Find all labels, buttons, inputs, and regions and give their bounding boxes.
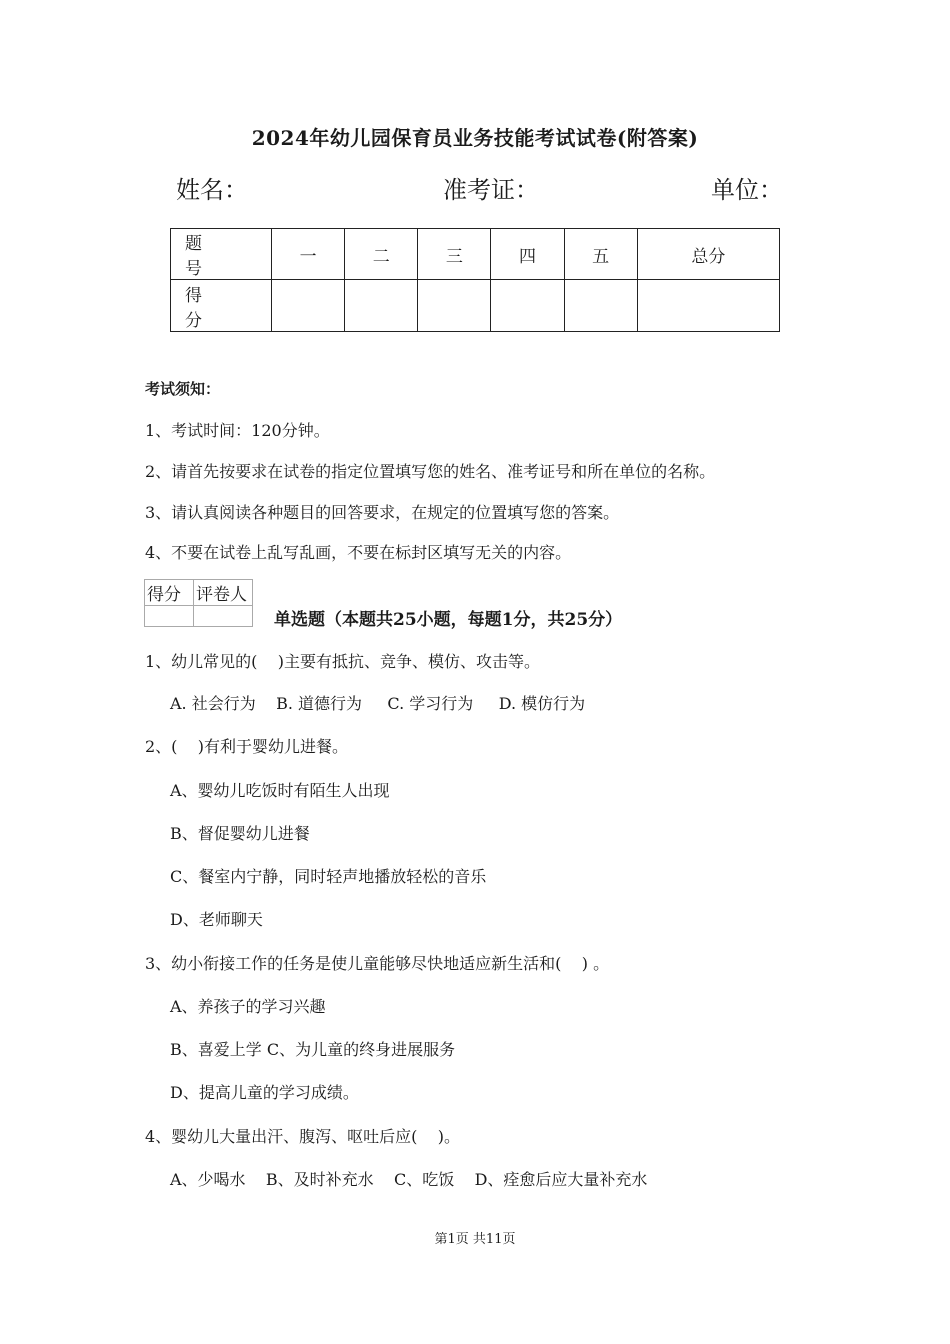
question-stem: 4、婴幼儿大量出汗、腹泻、呕吐后应( )。 [145,1127,461,1146]
notice-item: 4、不要在试卷上乱写乱画，不要在标封区填写无关的内容。 [145,543,572,562]
score-cell[interactable] [637,280,779,332]
notice-item: 1、考试时间：120分钟。 [145,421,330,440]
grader-reviewer-cell[interactable] [194,606,253,627]
exam-number-label: 准考证： [443,176,539,204]
score-cell[interactable] [564,280,637,332]
grader-score-label: 得分 [145,580,194,606]
question-stem: 2、( )有利于婴幼儿进餐。 [145,737,349,756]
notice-item: 3、请认真阅读各种题目的回答要求，在规定的位置填写您的答案。 [145,503,620,522]
score-table-header-row [171,229,780,280]
score-table [170,228,780,332]
question-stem: 3、幼小衔接工作的任务是使儿童能够尽快地适应新生活和( ) 。 [145,954,610,973]
score-table-col-2: 二 [345,229,418,280]
grader-score-cell[interactable] [145,606,194,627]
score-cell[interactable] [491,280,564,332]
score-table-col-3: 三 [418,229,491,280]
grader-box [144,579,253,627]
question-stem: 1、幼儿常见的( )主要有抵抗、竞争、模仿、攻击等。 [145,652,541,671]
question-option: A. 社会行为 B. 道德行为 C. 学习行为 D. 模仿行为 [170,694,586,713]
score-cell[interactable] [418,280,491,332]
score-table-col-5: 五 [564,229,637,280]
score-table-col-total: 总分 [637,229,779,280]
question-option: D、老师聊天 [170,910,263,929]
score-row-label: 得 分 [171,280,272,332]
score-cell[interactable] [272,280,345,332]
notice-heading: 考试须知： [145,380,221,398]
page-footer: 第1页 共11页 [434,1232,516,1247]
section-title: 单选题（本题共25小题，每题1分，共25分） [274,610,623,630]
question-option: D、提高儿童的学习成绩。 [170,1083,359,1102]
score-table-header-label: 题 号 [171,229,272,280]
question-option: A、养孩子的学习兴趣 [170,997,326,1016]
question-option: A、婴幼儿吃饭时有陌生人出现 [170,781,390,800]
question-option: B、喜爱上学 C、为儿童的终身进展服务 [170,1040,456,1059]
score-table-col-4: 四 [491,229,564,280]
question-option: A、少喝水 B、及时补充水 C、吃饭 D、痊愈后应大量补充水 [170,1170,648,1189]
notice-item: 2、请首先按要求在试卷的指定位置填写您的姓名、准考证号和所在单位的名称。 [145,462,716,481]
question-option: B、督促婴幼儿进餐 [170,824,310,843]
unit-label: 单位： [711,176,783,204]
question-option: C、餐室内宁静，同时轻声地播放轻松的音乐 [170,867,487,886]
name-label: 姓名： [176,176,248,204]
page-title: 2024年幼儿园保育员业务技能考试试卷(附答案) [251,126,699,150]
score-table-col-1: 一 [272,229,345,280]
score-cell[interactable] [345,280,418,332]
grader-reviewer-label: 评卷人 [194,580,253,606]
score-table-score-row [171,280,780,332]
